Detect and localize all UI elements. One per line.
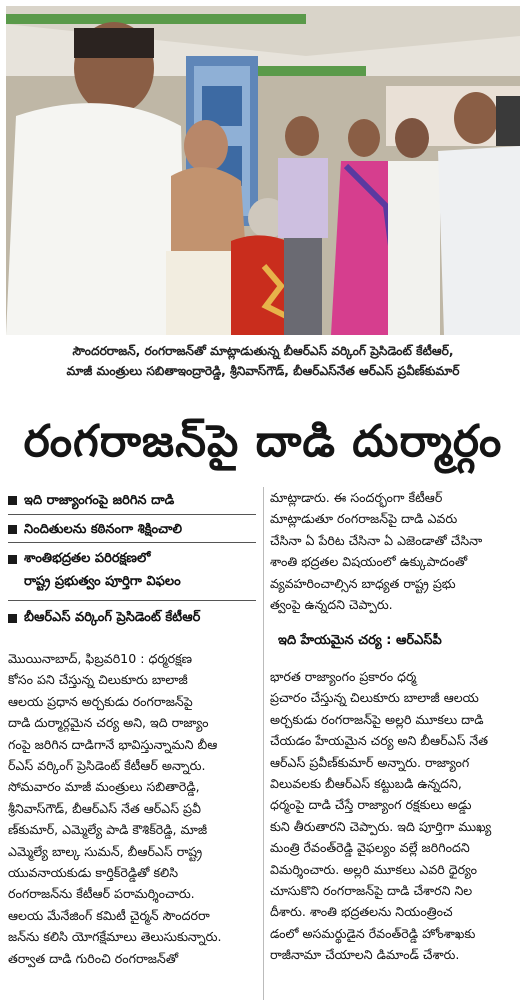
highlight-text: నిందితులను కఠినంగా శిక్షించాలి <box>24 522 182 537</box>
highlight-item <box>8 515 256 543</box>
article-line: దాడి దుర్మార్గమైన చర్య అని, ఇది రాజ్యాం <box>8 715 209 731</box>
article-line: కోసం పని చేస్తున్న చిలుకూరు బాలాజీ <box>8 672 188 688</box>
article-line: శ్రీనివాస్‌గౌడ్, బీఆర్ఎస్ నేత ఆర్ఎస్ ప్రవీ <box>8 800 201 816</box>
article-line: ధర్మంపై దాడి చేస్తే రాజ్యాంగ రక్షకులు అడ్డు <box>270 797 472 813</box>
bullet-square-icon <box>8 614 17 623</box>
highlight-text: శాంతిభద్రతల పరిరక్షణలో <box>24 551 151 566</box>
highlight-item <box>8 487 256 515</box>
article-line: అర్చకుడు రంగరాజన్‌పై అల్లరి మూకలు దాడి <box>270 711 484 727</box>
bullet-square-icon <box>8 525 17 534</box>
caption-line: మాజీ మంత్రులు సబితాఇంద్రారెడ్డి, శ్రీనివాస్‌గౌడ్, బీఆర్ఎస్‌నేత ఆర్ఎస్ ప్రవీణ్‌కుమార్ <box>66 364 460 378</box>
article-line: తర్వాత దాడి గురించి రంగరాజన్‌తో <box>8 950 179 966</box>
article-line: రాజీనామా చేయాలని డిమాండ్ చేశారు. <box>270 947 460 963</box>
highlight-item <box>8 601 256 633</box>
article-line: ఆలయ మేనేజింగ్ కమిటీ చైర్మన్ సౌందరరా <box>8 907 210 923</box>
article-line: శాంతి భద్రతల విషయంలో ఉక్కుపాదంతో <box>270 554 468 570</box>
highlight-text: ఇది రాజ్యాంగంపై జరిగిన దాడి <box>24 493 175 508</box>
article-line: వ్యవహరించాల్సిన బాధ్యత రాష్ట్ర ప్రభు <box>270 575 456 591</box>
highlight-text: బీఆర్ఎస్ వర్కింగ్ ప్రెసిడెంట్ కేటీఆర్ <box>24 610 201 625</box>
highlight-item <box>8 543 256 601</box>
column-divider <box>263 487 264 1000</box>
article-line: విమర్శించారు. అల్లరి మూకలు ఎవరి ధైర్యం <box>270 861 477 877</box>
article-line: విలువలకు బీఆర్ఎస్ కట్టుబడి ఉన్నదని, <box>270 776 462 792</box>
caption-line: సౌందరరాజన్, రంగరాజన్‌తో మాట్లాడుతున్న బీఆర్ఎస్ వర్కింగ్ ప్రెసిడెంట్ కేటీఆర్, <box>72 344 454 358</box>
article-left-column <box>8 648 258 969</box>
article-line: చేసినా ఏ పేరిట చేసినా ఏ ఎజెండాతో చేసినా <box>270 532 483 548</box>
bullet-square-icon <box>8 555 17 564</box>
article-line: మొయినాబాద్, ఫిబ్రవరి10 : ధర్మరక్షణ <box>8 651 193 666</box>
article-line: గంపై జరిగిన దాడిగానే భావిస్తున్నామని బీఆ <box>8 736 218 752</box>
article-right-column-top <box>270 487 522 615</box>
article-line: చూసుకొని రంగరాజన్‌పై దాడి చేశారని నిల <box>270 883 473 899</box>
article-line: మాట్లాడుతూ రంగరాజన్‌పై దాడి ఎవరు <box>270 511 458 527</box>
photo-caption <box>8 341 518 381</box>
highlights-box <box>8 487 256 633</box>
article-line: డంలో అసమర్థుడైన రేవంత్‌రెడ్డి హోంశాఖకు <box>270 925 476 941</box>
article-line: ర్ఎస్ వర్కింగ్ ప్రెసిడెంట్ కేటీఆర్ అన్నారు. <box>8 758 206 774</box>
article-line: దీశారు. శాంతి భద్రతలను నియంత్రించ <box>270 904 453 920</box>
bullet-square-icon <box>8 496 17 505</box>
article-line: ఆర్ఎస్ ప్రవీణ్‌కుమార్ అన్నారు. రాజ్యాంగ <box>270 754 470 770</box>
article-line: చేయడం హేయమైన చర్య అని బీఆర్ఎస్ నేత <box>270 733 489 749</box>
article-line: మాట్లాడారు. ఈ సందర్భంగా కేటీఆర్ <box>270 490 443 505</box>
article-line: ఆలయ ప్రధాన అర్చకుడు రంగరాజన్‌పై <box>8 693 193 709</box>
article-line: యువనాయకుడు కార్తిక్‌రెడ్డితో కలిసి <box>8 865 179 881</box>
article-line: ణ్‌కుమార్, ఎమ్మెల్యే పాడి కౌశిక్‌రెడ్డి, మాజీ <box>8 822 208 838</box>
news-photo <box>6 6 520 335</box>
article-line: భారత రాజ్యాంగం ప్రకారం ధర్మ <box>270 669 417 684</box>
highlight-text: రాష్ట్ర ప్రభుత్వం పూర్తిగా విఫలం <box>24 574 181 589</box>
headline: రంగరాజన్‌పై దాడి దుర్మార్గం <box>23 416 503 467</box>
article-line: త్వంపై ఉన్నదని చెప్పారు. <box>270 597 393 613</box>
article-line: ప్రచారం చేస్తున్న చిలుకూరు బాలాజీ ఆలయ <box>270 690 479 706</box>
article-line: కుని తీరుతారని చెప్పారు. ఇది పూర్తిగా ముఖ్య <box>270 818 492 834</box>
article-subheading: ఇది హేయమైన చర్య : ఆర్ఎస్‌పీ <box>278 633 442 648</box>
article-line: ఎమ్మెల్యే బాల్క సుమన్, బీఆర్ఎస్ రాష్ట్ర <box>8 843 203 859</box>
article-line: మంత్రి రేవంత్‌రెడ్డి వైఫల్యం వల్లే జరిగిందని <box>270 840 470 856</box>
article-line: సోమవారం మాజీ మంత్రులు సబితారెడ్డి, <box>8 779 200 795</box>
article-line: రంగరాజన్‌ను కేటీఆర్ పరామర్శించారు. <box>8 886 195 902</box>
article-line: జన్‌ను కలిసి యోగక్షేమాలు తెలుసుకున్నారు. <box>8 929 222 945</box>
article-right-column-bottom <box>270 666 522 966</box>
